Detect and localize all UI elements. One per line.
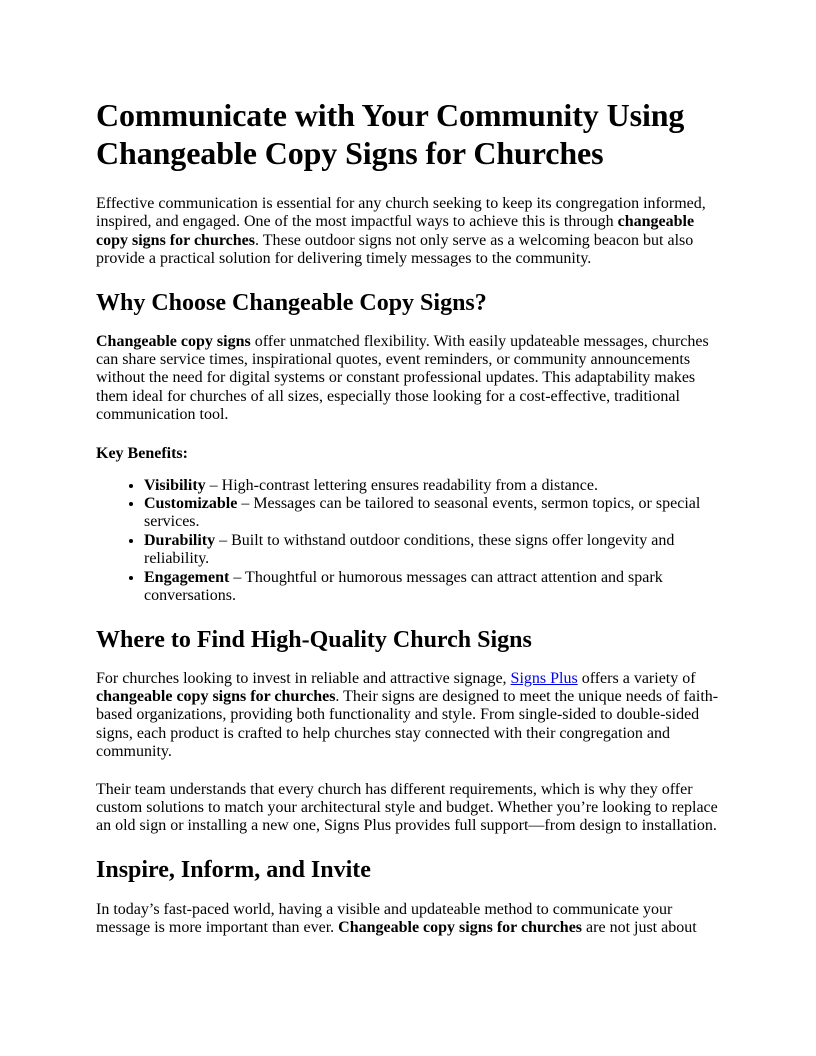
signs-plus-link[interactable]: Signs Plus xyxy=(510,669,578,687)
section-heading-where: Where to Find High-Quality Church Signs xyxy=(96,626,532,653)
list-item xyxy=(144,495,720,532)
benefits-heading: Key Benefits: xyxy=(96,444,188,462)
benefit-desc: – Messages can be tailored to seasonal events, sermon topics, or special services. xyxy=(144,495,701,531)
where-bold-phrase: changeable copy signs for churches xyxy=(96,687,336,705)
where-text-mid: offers a variety of xyxy=(577,669,696,687)
page-title: Communicate with Your Community Using Changeable Copy Signs for Churches xyxy=(96,97,685,171)
list-item xyxy=(144,532,720,569)
why-text: offer unmatched flexibility. With easily updateable messages, churches can share service times, inspirational quotes, event reminders, or community announcements without the need for digital systems or constant professional updates. This adaptability makes them ideal for churches of all sizes, especially those looking for a cost-effective, traditional communication tool. xyxy=(96,332,709,424)
benefit-term: Visibility xyxy=(144,476,206,494)
benefit-term: Engagement xyxy=(144,568,230,586)
benefit-desc: – High-contrast lettering ensures readability from a distance. xyxy=(205,476,598,494)
inspire-bold-phrase: Changeable copy signs for churches xyxy=(338,919,583,937)
intro-text-start: Effective communication is essential for any church seeking to keep its congregation informed, inspired, and engaged. One of the most impactful ways to achieve this is through xyxy=(96,195,706,231)
section-heading-inspire: Inspire, Inform, and Invite xyxy=(96,856,371,883)
benefit-desc: – Thoughtful or humorous messages can attract attention and spark conversations. xyxy=(144,568,663,605)
intro-bold-phrase: changeable copy signs for churches xyxy=(96,213,695,249)
inspire-text-start: In today’s fast-paced world, having a visible and updateable method to communicate your message is more important than ever. xyxy=(96,900,673,937)
intro-paragraph xyxy=(96,195,720,269)
benefit-term: Customizable xyxy=(144,495,238,513)
why-paragraph xyxy=(96,333,720,425)
where-text-end: . Their signs are designed to meet the unique needs of faith-based organizations, providing both functionality and style. From single-sided to double-sided signs, each product is crafted to help churches stay connected with their congregation and community. xyxy=(96,687,719,761)
list-item xyxy=(144,477,720,495)
where-paragraph-1 xyxy=(96,670,720,762)
inspire-text-end: are not just about xyxy=(582,919,697,937)
benefit-term: Durability xyxy=(144,531,216,549)
why-bold-phrase: Changeable copy signs xyxy=(96,332,251,350)
where-paragraph-2: Their team understands that every church has different requirements, which is why they offer custom solutions to match your architectural style and budget. Whether you’re looking to replace an old sign or installing a new one, Signs Plus provides full support—from design to installation. xyxy=(96,780,718,835)
inspire-paragraph xyxy=(96,901,720,938)
benefits-list xyxy=(96,477,720,606)
list-item xyxy=(144,569,720,606)
section-heading-why: Why Choose Changeable Copy Signs? xyxy=(96,289,487,316)
benefit-desc: – Built to withstand outdoor conditions, these signs offer longevity and reliability. xyxy=(144,531,675,568)
intro-text-end: . These outdoor signs not only serve as a welcoming beacon but also provide a practical solution for delivering timely messages to the community. xyxy=(96,231,694,268)
document-page xyxy=(96,96,720,956)
where-text-start: For churches looking to invest in reliable and attractive signage, xyxy=(96,669,511,687)
